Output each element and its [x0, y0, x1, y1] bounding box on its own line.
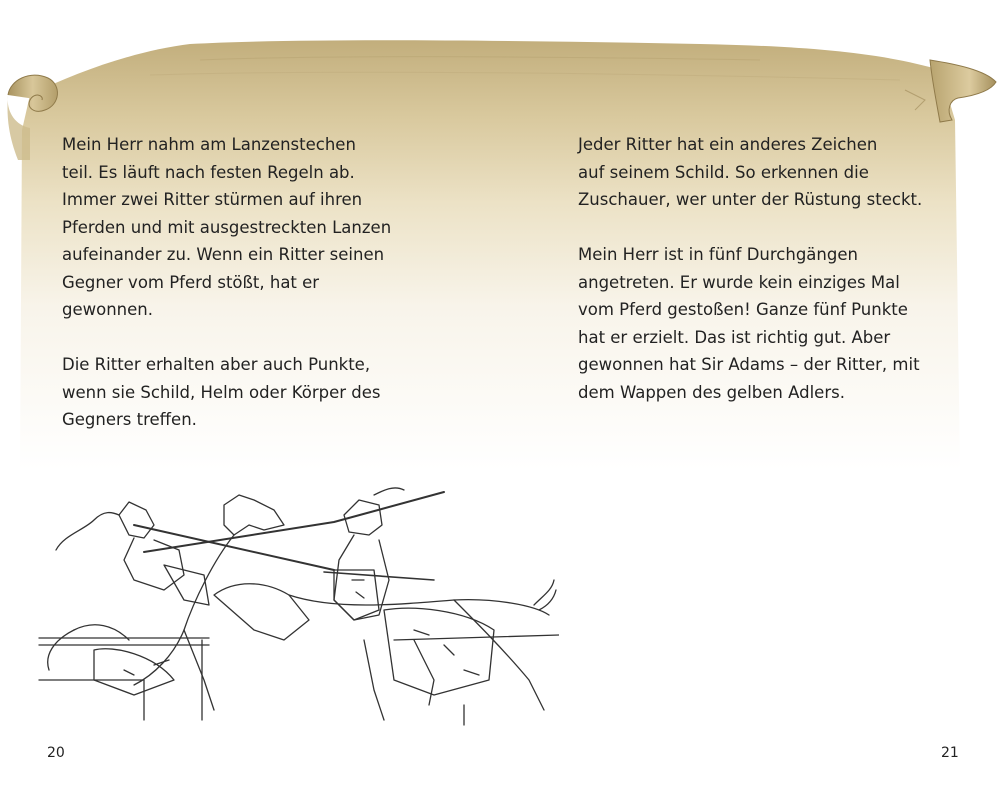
left-paragraph-2: Die Ritter erhalten aber auch Punkte, wenn sie Schild, Helm oder Körper des Gegners treffen. [62, 355, 381, 429]
right-page-text [578, 131, 948, 434]
right-paragraph-1: Jeder Ritter hat ein anderes Zeichen auf seinem Schild. So erkennen die Zuschauer, wer unter der Rüstung steckt. [578, 135, 923, 209]
left-paragraph-1: Mein Herr nahm am Lanzenstechen teil. Es läuft nach festen Regeln ab. Immer zwei Ritter stürmen auf ihren Pferden und mit ausgestreckten Lanzen aufeinander zu. Wenn ein Ritter seinen Gegner vom Pferd stößt, hat er gewonnen. [62, 135, 392, 319]
left-page-text [62, 131, 422, 461]
page-number-left: 20 [47, 745, 65, 761]
page-number-right: 21 [941, 745, 959, 761]
jousting-knights-illustration [34, 480, 559, 750]
right-paragraph-2: Mein Herr ist in fünf Durchgängen angetreten. Er wurde kein einziges Mal vom Pferd gestoßen! Ganze fünf Punkte hat er erzielt. Das ist richtig gut. Aber gewonnen hat Sir Adams – der Ritter, mit dem Wappen des gelben Adlers. [578, 245, 920, 402]
